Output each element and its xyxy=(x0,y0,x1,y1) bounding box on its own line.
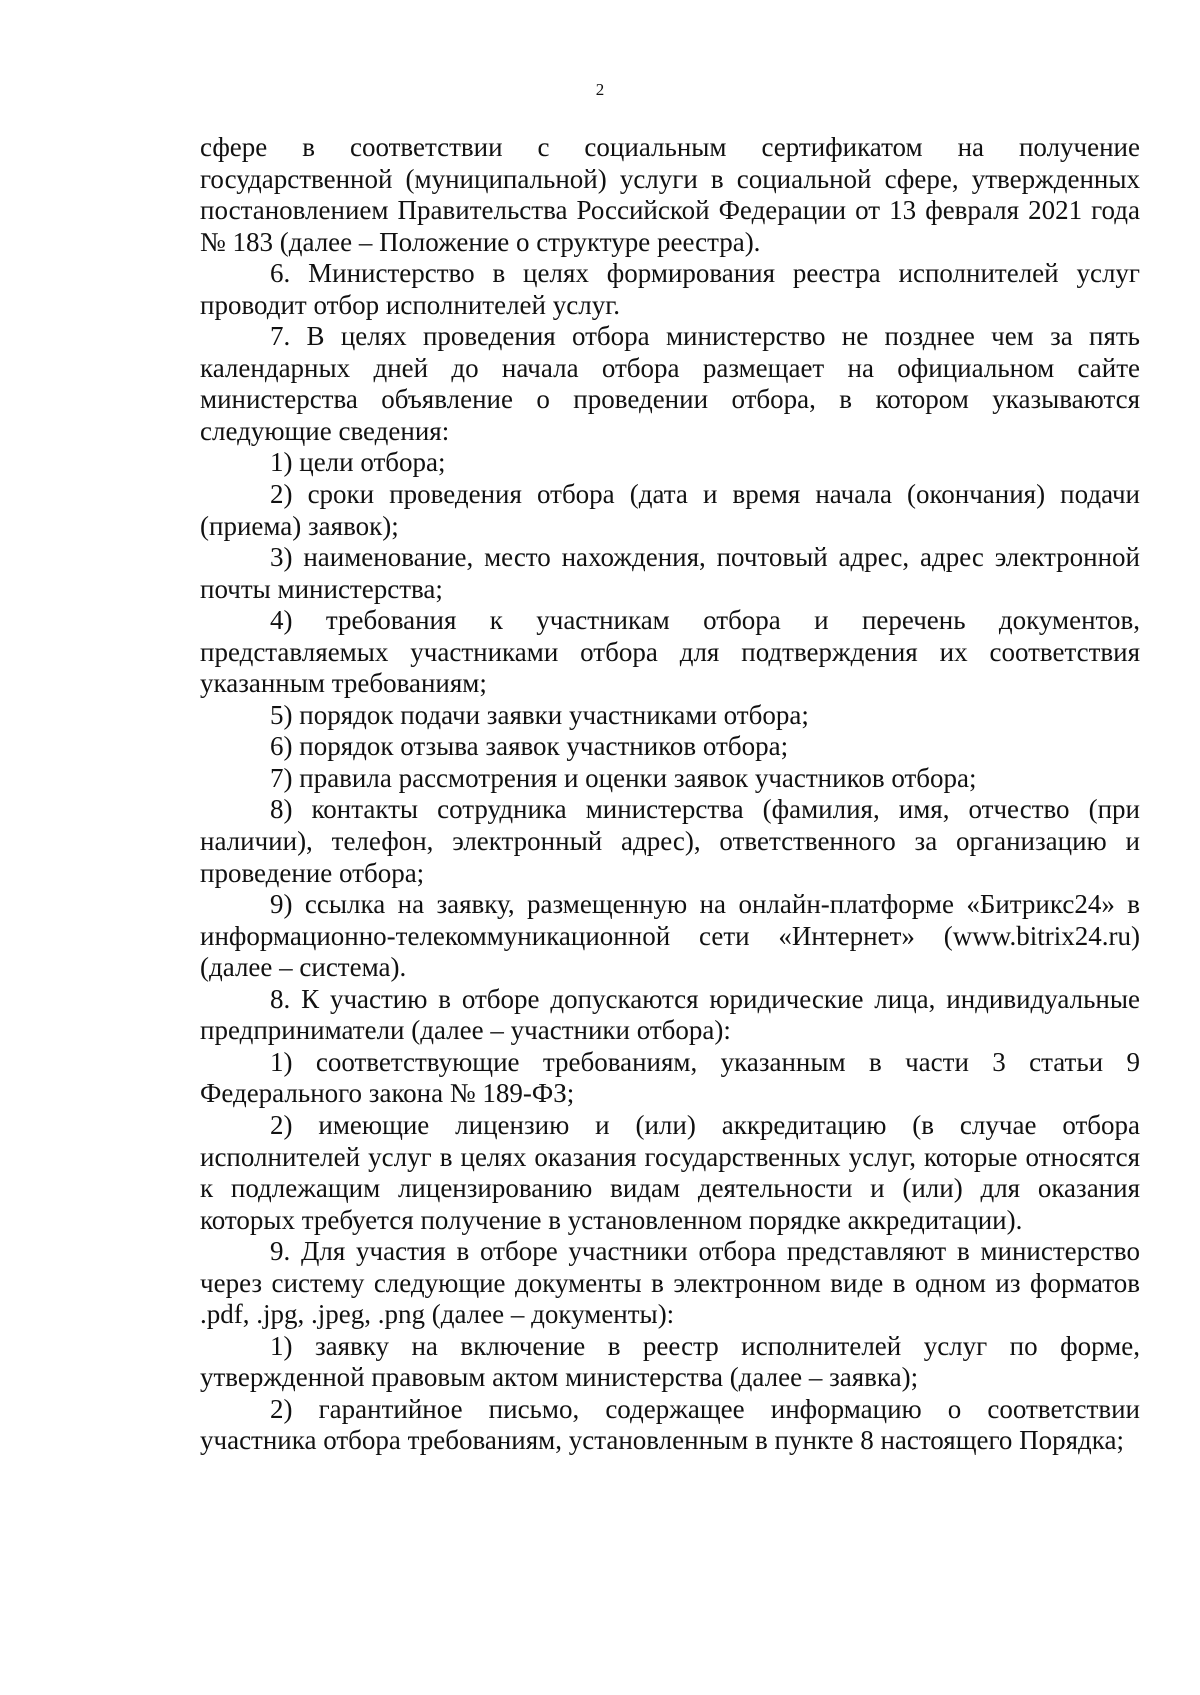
list-item: 1) цели отбора; xyxy=(270,447,446,478)
paragraph: 8. К участию в отборе допускаются юридические лица, индивидуальные предприниматели (далее – участники отбора): xyxy=(200,983,1140,1046)
list-item: 2) гарантийное письмо, содержащее информацию о соответствии участника отбора требованиям, установленным в пункте 8 настоящего Порядка; xyxy=(200,1393,1140,1456)
document-body xyxy=(200,132,1140,1457)
list-item: 3) наименование, место нахождения, почтовый адрес, адрес электронной почты министерства; xyxy=(200,542,1140,604)
paragraph: 7. В целях проведения отбора министерство не позднее чем за пять календарных дней до начала отбора размещает на официальном сайте министерства объявление о проведении отбора, в котором указываются следующие сведения: xyxy=(200,321,1140,446)
list-item: 9) ссылка на заявку, размещенную на онлайн-платформе «Битрикс24» в информационно-телекоммуникационной сети «Интернет» (www.bitrix24.ru) (далее – система). xyxy=(200,889,1140,983)
list-item: 7) правила рассмотрения и оценки заявок участников отбора; xyxy=(270,762,977,793)
page-number: 2 xyxy=(595,80,605,99)
list-item: 8) контакты сотрудника министерства (фамилия, имя, отчество (при наличии), телефон, электронный адрес), ответственного за организацию и проведение отбора; xyxy=(200,794,1140,888)
paragraph: 9. Для участия в отборе участники отбора представляют в министерство через систему следующие документы в электронном виде в одном из форматов .pdf, .jpg, .jpeg, .png (далее – документы): xyxy=(200,1236,1140,1330)
paragraph: 6. Министерство в целях формирования реестра исполнителей услуг проводит отбор исполнителей услуг. xyxy=(200,258,1140,320)
list-item: 1) соответствующие требованиям, указанным в части 3 статьи 9 Федерального закона № 189-ФЗ; xyxy=(200,1046,1140,1109)
list-item: 1) заявку на включение в реестр исполнителей услуг по форме, утвержденной правовым актом министерства (далее – заявка); xyxy=(200,1330,1140,1393)
list-item: 2) сроки проведения отбора (дата и время начала (окончания) подачи (приема) заявок); xyxy=(200,479,1140,541)
list-item: 5) порядок подачи заявки участниками отбора; xyxy=(270,699,809,730)
list-item: 2) имеющие лицензию и (или) аккредитацию (в случае отбора исполнителей услуг в целях оказания государственных услуг, которые относятся к подлежащим лицензированию видам деятельности и (или) для оказания которых требуется получение в установленном порядке аккредитации). xyxy=(200,1109,1140,1235)
list-item: 6) порядок отзыва заявок участников отбора; xyxy=(270,731,789,762)
list-item: 4) требования к участникам отбора и перечень документов, представляемых участниками отбора для подтверждения их соответствия указанным требованиям; xyxy=(200,605,1140,699)
paragraph: сфере в соответствии с социальным сертификатом на получение государственной (муниципальной) услуги в социальной сфере, утвержденных постановлением Правительства Российской Федерации от 13 февраля 2021 года № 183 (далее – Положение о структуре реестра). xyxy=(200,132,1140,257)
